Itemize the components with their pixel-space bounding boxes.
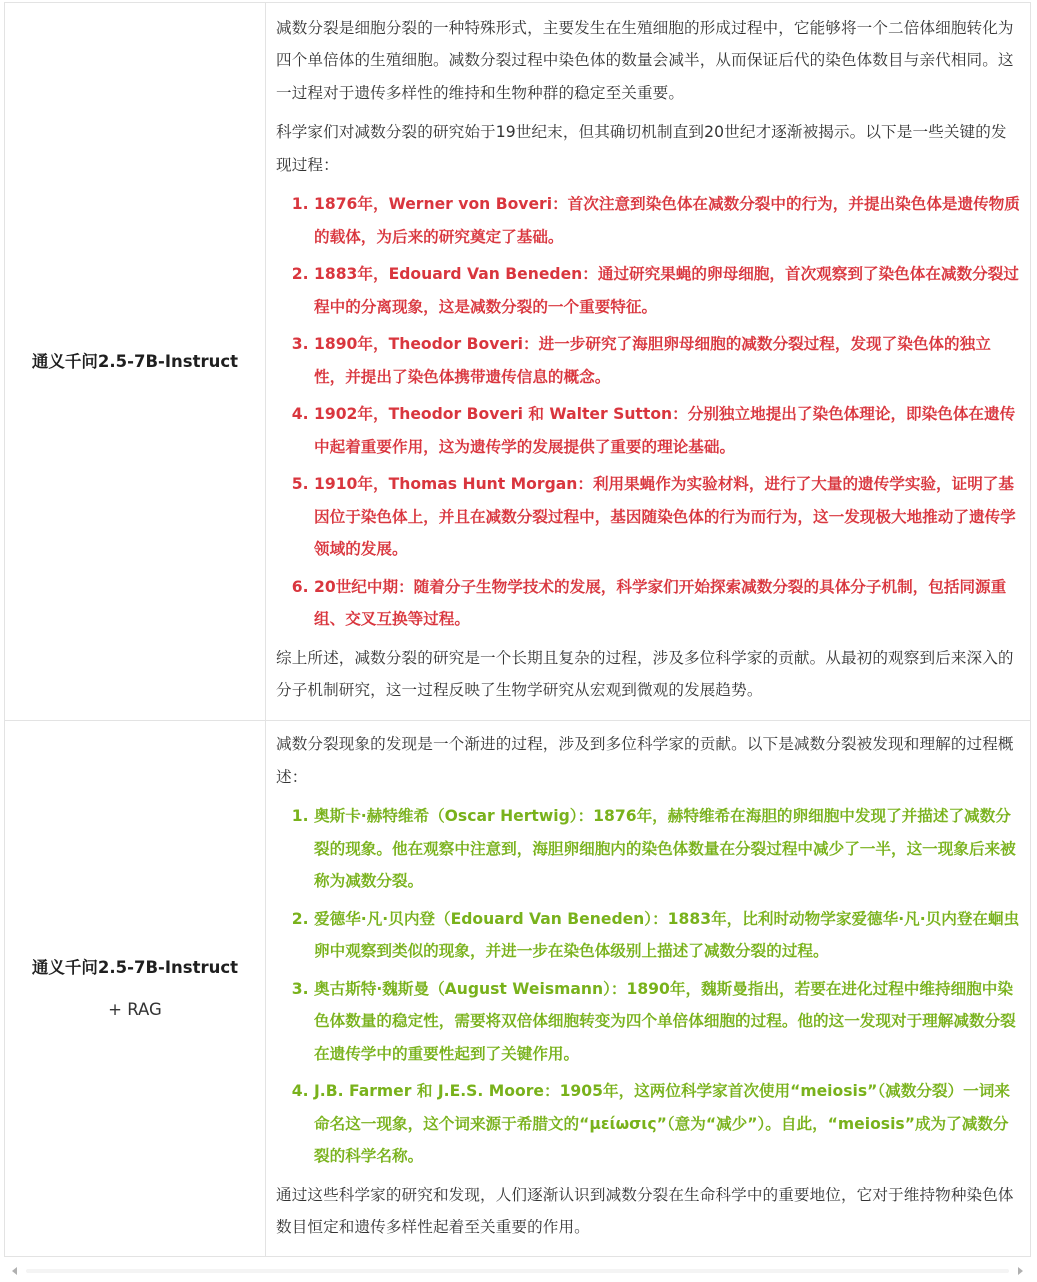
- list-item: 6. 20世纪中期：随着分子生物学技术的发展，科学家们开始探索减数分裂的具体分子机制，包括同源重组、交叉互换等过程。: [314, 571, 1020, 636]
- response-cell: [266, 3, 1031, 721]
- list-item: 2. 爱德华·凡·贝内登（Edouard Van Beneden）：1883年，比利时动物学家爱德华·凡·贝内登在蛔虫卵中观察到类似的现象，并进一步在染色体级别上描述了减数分裂的过程。: [314, 903, 1020, 968]
- model-variant: + RAG: [108, 999, 162, 1019]
- comparison-table: [4, 2, 1031, 1257]
- comparison-table-wrapper: [4, 2, 1031, 1257]
- table-row: [5, 721, 1031, 1257]
- horizontal-scrollbar[interactable]: [4, 1264, 1031, 1278]
- discovery-list: [276, 188, 1020, 636]
- intro-paragraph: 减数分裂现象的发现是一个渐进的过程，涉及到多位科学家的贡献。以下是减数分裂被发现和理解的过程概述：: [276, 735, 1014, 786]
- intro-paragraph: 科学家们对减数分裂的研究始于19世纪末，但其确切机制直到20世纪才逐渐被揭示。以下是一些关键的发现过程：: [276, 123, 1007, 174]
- response-cell: [266, 721, 1031, 1257]
- scrollbar-thumb[interactable]: [26, 1269, 1009, 1273]
- list-item: 2. 1883年，Edouard Van Beneden：通过研究果蝇的卵母细胞，首次观察到了染色体在减数分裂过程中的分离现象，这是减数分裂的一个重要特征。: [314, 258, 1020, 323]
- scroll-right-arrow-icon[interactable]: [1018, 1267, 1023, 1275]
- model-cell: [5, 721, 266, 1257]
- list-item: 3. 奥古斯特·魏斯曼（August Weismann）：1890年，魏斯曼指出，若要在进化过程中维持细胞中染色体数量的稳定性，需要将双倍体细胞转变为四个单倍体细胞的过程。他的这一发现对于理解减数分裂在遗传学中的重要性起到了关键作用。: [314, 973, 1020, 1071]
- list-item: 4. 1902年，Theodor Boveri 和 Walter Sutton：分别独立地提出了染色体理论，即染色体在遗传中起着重要作用，这为遗传学的发展提供了重要的理论基础。: [314, 398, 1020, 463]
- list-item: 3. 1890年，Theodor Boveri：进一步研究了海胆卵母细胞的减数分裂过程，发现了染色体的独立性，并提出了染色体携带遗传信息的概念。: [314, 328, 1020, 393]
- discovery-list: [276, 800, 1020, 1173]
- list-item: 5. 1910年，Thomas Hunt Morgan：利用果蝇作为实验材料，进行了大量的遗传学实验，证明了基因位于染色体上，并且在减数分裂过程中，基因随染色体的行为而行为，这一发现极大地推动了遗传学领域的发展。: [314, 468, 1020, 566]
- summary-paragraph: 通过这些科学家的研究和发现，人们逐渐认识到减数分裂在生命科学中的重要地位，它对于维持物种染色体数目恒定和遗传多样性起着至关重要的作用。: [276, 1185, 1014, 1237]
- summary-paragraph: 综上所述，减数分裂的研究是一个长期且复杂的过程，涉及多位科学家的贡献。从最初的观察到后来深入的分子机制研究，这一过程反映了生物学研究从宏观到微观的发展趋势。: [276, 648, 1014, 699]
- model-cell: [5, 3, 266, 721]
- intro-paragraph: 减数分裂是细胞分裂的一种特殊形式，主要发生在生殖细胞的形成过程中，它能够将一个二倍体细胞转化为四个单倍体的生殖细胞。减数分裂过程中染色体的数量会减半，从而保证后代的染色体数目与亲代相同。这一过程对于遗传多样性的维持和生物种群的稳定至关重要。: [276, 18, 1014, 102]
- list-item: 4. J.B. Farmer 和 J.E.S. Moore：1905年，这两位科学家首次使用“meiosis”（减数分裂）一词来命名这一现象，这个词来源于希腊文的“μείωσις”（意为“减少”）。自此，“meiosis”成为了减数分裂的科学名称。: [314, 1075, 1020, 1173]
- table-row: [5, 3, 1031, 721]
- model-name: 通义千问2.5-7B-Instruct: [31, 351, 239, 371]
- scroll-left-arrow-icon[interactable]: [12, 1267, 17, 1275]
- list-item: 1. 奥斯卡·赫特维希（Oscar Hertwig）：1876年，赫特维希在海胆的卵细胞中发现了并描述了减数分裂的现象。他在观察中注意到，海胆卵细胞内的染色体数量在分裂过程中减少了一半，这一现象后来被称为减数分裂。: [314, 800, 1020, 898]
- list-item: 1. 1876年，Werner von Boveri：首次注意到染色体在减数分裂中的行为，并提出染色体是遗传物质的载体，为后来的研究奠定了基础。: [314, 188, 1020, 253]
- model-name: 通义千问2.5-7B-Instruct: [31, 957, 239, 977]
